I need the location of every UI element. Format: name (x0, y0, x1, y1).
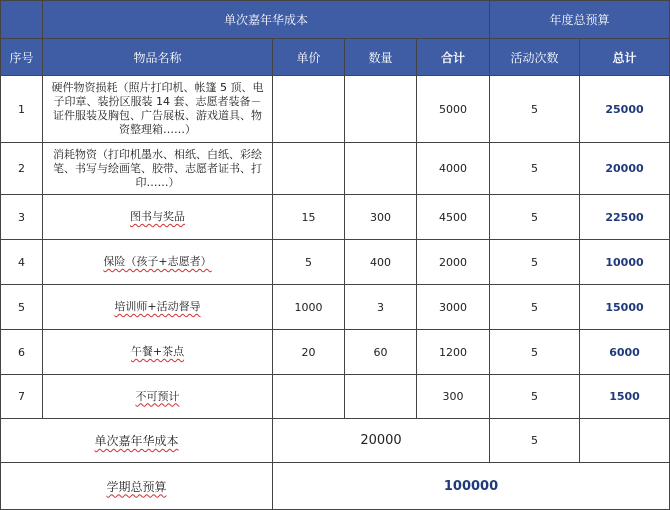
row-price: 5 (273, 240, 345, 285)
single-cost-grand-empty (580, 419, 670, 463)
row-item-name-text: 图书与奖品 (130, 210, 185, 223)
row-times: 5 (490, 195, 580, 240)
row-subtotal: 4000 (417, 143, 490, 195)
row-item-name (43, 195, 273, 240)
table-row (1, 76, 670, 143)
row-subtotal: 4500 (417, 195, 490, 240)
col-header-price: 单价 (273, 39, 345, 76)
row-grand: 6000 (580, 330, 670, 375)
row-item-name (43, 330, 273, 375)
header-group-row (1, 1, 670, 39)
row-seq: 3 (1, 195, 43, 240)
header-column-row (1, 39, 670, 76)
single-cost-label: 单次嘉年华成本 (94, 434, 179, 448)
corner-cell (1, 1, 43, 39)
col-header-subtotal: 合计 (417, 39, 490, 76)
row-item-name (43, 375, 273, 419)
group-header-annual-budget: 年度总预算 (490, 1, 670, 39)
row-grand: 15000 (580, 285, 670, 330)
row-price: 1000 (273, 285, 345, 330)
col-header-grand: 总计 (580, 39, 670, 76)
group-header-single-cost: 单次嘉年华成本 (43, 1, 490, 39)
summary-row-single (1, 419, 670, 463)
row-item-name-text: 不可预计 (135, 389, 180, 403)
row-times: 5 (490, 240, 580, 285)
col-header-times: 活动次数 (490, 39, 580, 76)
row-subtotal: 3000 (417, 285, 490, 330)
row-seq: 2 (1, 143, 43, 195)
row-subtotal: 1200 (417, 330, 490, 375)
row-seq: 5 (1, 285, 43, 330)
row-price (273, 76, 345, 143)
row-times: 5 (490, 143, 580, 195)
table-row (1, 143, 670, 195)
single-cost-times: 5 (490, 419, 580, 463)
row-qty (345, 143, 417, 195)
row-qty: 400 (345, 240, 417, 285)
row-item-name-text: 培训师+活动督导 (114, 300, 201, 313)
col-header-qty: 数量 (345, 39, 417, 76)
row-item-name (43, 285, 273, 330)
row-subtotal: 300 (417, 375, 490, 419)
row-item-name: 消耗物资（打印机墨水、相纸、白纸、彩绘笔、书写与绘画笔、胶带、志愿者证书、打印……） (43, 143, 273, 195)
row-price (273, 143, 345, 195)
row-qty: 300 (345, 195, 417, 240)
row-qty: 60 (345, 330, 417, 375)
row-grand: 25000 (580, 76, 670, 143)
row-seq: 6 (1, 330, 43, 375)
row-price: 20 (273, 330, 345, 375)
row-item-name (43, 240, 273, 285)
table-row (1, 285, 670, 330)
row-grand: 20000 (580, 143, 670, 195)
table-row (1, 240, 670, 285)
row-subtotal: 2000 (417, 240, 490, 285)
row-times: 5 (490, 76, 580, 143)
col-header-item: 物品名称 (43, 39, 273, 76)
row-times: 5 (490, 285, 580, 330)
single-cost-value: 20000 (273, 419, 490, 463)
row-price (273, 375, 345, 419)
col-header-seq: 序号 (1, 39, 43, 76)
row-qty: 3 (345, 285, 417, 330)
table-row (1, 195, 670, 240)
row-subtotal: 5000 (417, 76, 490, 143)
row-grand: 1500 (580, 375, 670, 419)
row-grand: 22500 (580, 195, 670, 240)
row-item-name-text: 午餐+茶点 (130, 345, 185, 358)
row-grand: 10000 (580, 240, 670, 285)
row-seq: 4 (1, 240, 43, 285)
row-item-name-text: 保险（孩子+志愿者） (103, 255, 212, 268)
row-qty (345, 76, 417, 143)
row-price: 15 (273, 195, 345, 240)
summary-row-term (1, 463, 670, 510)
single-cost-label-cell (1, 419, 273, 463)
row-item-name: 硬件物资损耗（照片打印机、帐篷 5 顶、电子印章、装扮区服装 14 套、志愿者装备－证件服装及胸包、广告展板、游戏道具、物资整理箱……） (43, 76, 273, 143)
row-qty (345, 375, 417, 419)
term-budget-value: 100000 (273, 463, 670, 510)
table-row (1, 330, 670, 375)
table-row (1, 375, 670, 419)
term-budget-label-cell (1, 463, 273, 510)
row-seq: 7 (1, 375, 43, 419)
row-times: 5 (490, 375, 580, 419)
term-budget-label: 学期总预算 (106, 479, 167, 494)
row-times: 5 (490, 330, 580, 375)
row-seq: 1 (1, 76, 43, 143)
